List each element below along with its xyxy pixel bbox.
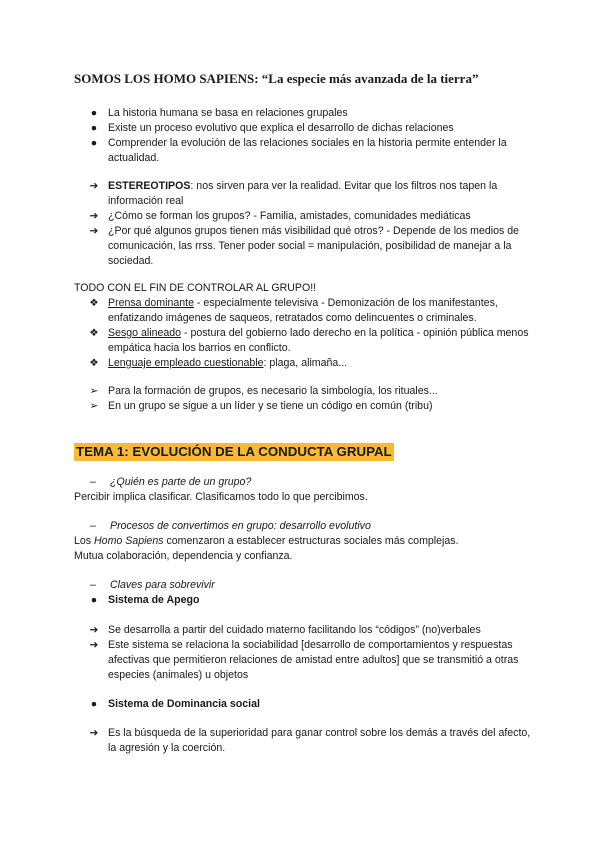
bullet-icon: ● [90,107,98,119]
list-item: ➔ Es la búsqueda de la superioridad para ganar control sobre los demás a través del afecto, la agresión y la coerción. [0,726,600,756]
control-heading: TODO CON EL FIN DE CONTROLAR AL GRUPO!! [74,282,317,294]
diamond-icon: ❖ [89,357,99,369]
dominancia-heading: ● Sistema de Dominancia social [0,697,600,712]
list-item: ➔ Este sistema se relaciona la sociabilidad [desarrollo de comportamientos y respuestas afectivas que permitieron relaciones de amistad entre adultos] que se transmitió a otras especies (animales) u objetos [0,638,600,683]
intro-bullet-list [0,106,600,166]
list-item: ● Existe un proceso evolutivo que explica el desarrollo de dichas relaciones [0,121,600,136]
term-estereotipos: ESTEREOTIPOS [108,180,191,192]
bullet-icon: ● [90,698,98,710]
arrow-icon: ➔ [89,727,99,739]
arrowhead-list [0,384,600,414]
dominancia-heading-block [0,697,600,712]
list-item: ➢ En un grupo se sigue a un líder y se tiene un código en común (tribu) [0,399,600,414]
list-item: ❖ Prensa dominante - especialmente televisiva - Demonización de los manifestantes, enfatizando imágenes de saqueos, retratados como delincuentes o criminales. [0,296,600,326]
list-item: ❖ Lenguaje empleado cuestionable: plaga, alimaña... [0,356,600,371]
arrow-icon: ➔ [89,180,99,192]
arrow-icon: ➔ [89,225,99,237]
list-item: ❖ Sesgo alineado - postura del gobierno lado derecho en la política - opinión pública menos empática hacia los barrios en conflicto. [0,326,600,356]
dash-icon: – [90,476,96,488]
section-survival [0,578,600,608]
arrow-icon: ➔ [89,639,99,651]
dash-icon: – [90,579,96,591]
tema-1-heading: TEMA 1: EVOLUCIÓN DE LA CONDUCTA GRUPAL [76,444,392,459]
diamond-icon: ❖ [89,297,99,309]
dash-icon: – [90,520,96,532]
arrow-icon: ➔ [89,624,99,636]
page-title: SOMOS LOS HOMO SAPIENS: “La especie más avanzada de la tierra” [74,71,479,86]
arrowhead-icon: ➢ [89,385,99,397]
apego-heading: ● Sistema de Apego [0,593,600,608]
bullet-icon: ● [90,137,98,149]
list-item: ➔ ESTEREOTIPOS: nos sirven para ver la realidad. Evitar que los filtros nos tapen la información real [0,179,600,209]
list-item: ➢ Para la formación de grupos, es necesario la simbología, los rituales... [0,384,600,399]
control-section [0,281,600,371]
section-question: – ¿Quién es parte de un grupo? [90,476,252,488]
diamond-icon: ❖ [89,327,99,339]
stereotypes-arrow-list [0,179,600,269]
arrow-icon: ➔ [89,210,99,222]
bullet-icon: ● [90,122,98,134]
list-item: ● La historia humana se basa en relaciones grupales [0,106,600,121]
arrowhead-icon: ➢ [89,400,99,412]
list-item: ➔ Se desarrolla a partir del cuidado materno facilitando los “códigos” (no)verbales [0,623,600,638]
section-who-group: – ¿Quién es parte de un grupo? Percibir implica clasificar. Clasificamos todo lo que percibimos. [0,475,600,505]
section-question: – Procesos de convertimos en grupo: desarrollo evolutivo [90,520,371,532]
section-evolution: – Procesos de convertimos en grupo: desarrollo evolutivo Los Homo Sapiens comenzaron a establecer estructuras sociales más complejas. Mutua colaboración, dependencia y confianza. [0,519,600,564]
dominancia-arrow-list [0,726,600,756]
section-question: – Claves para sobrevivir [90,579,215,591]
list-item: ● Comprender la evolución de las relaciones sociales en la historia permite entender la actualidad. [0,136,600,166]
apego-arrow-list [0,623,600,683]
list-item: ➔ ¿Por qué algunos grupos tienen más visibilidad qué otros? - Depende de los medios de comunicación, las rrss. Tener poder social = manipulación, posibilidad de manejar a la sociedad. [0,224,600,269]
list-item: ➔ ¿Cómo se forman los grupos? - Familia, amistades, comunidades mediáticas [0,209,600,224]
bullet-icon: ● [90,594,98,606]
